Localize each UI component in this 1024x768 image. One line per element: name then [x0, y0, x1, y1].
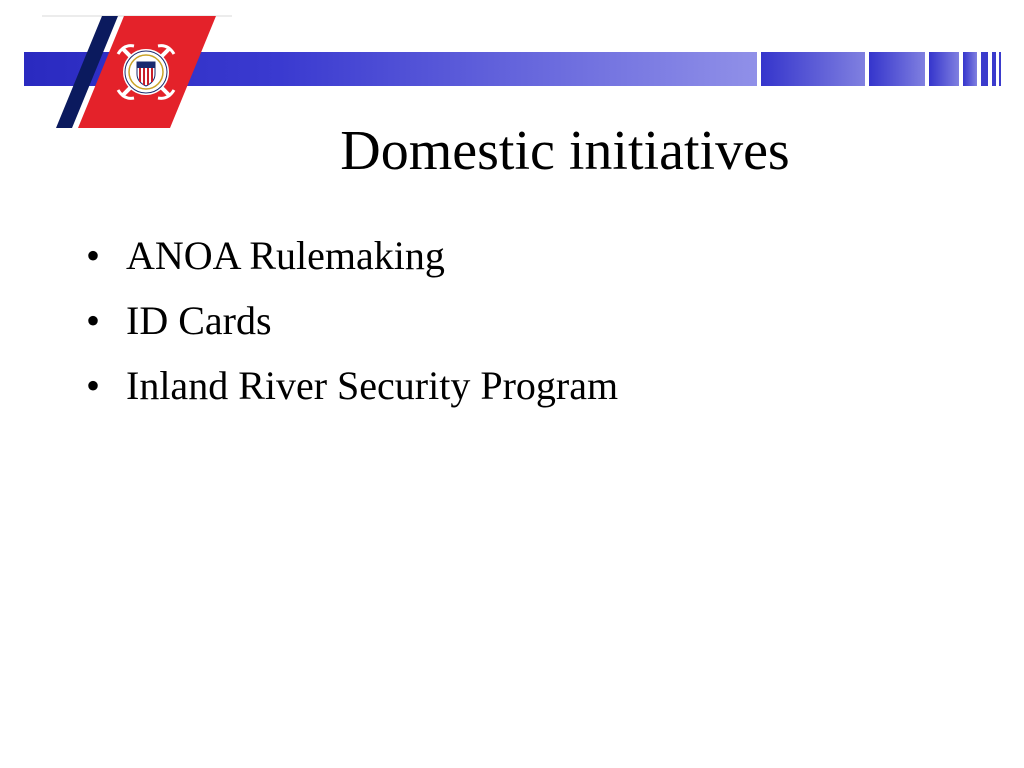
header-block-5 — [981, 52, 988, 86]
bullet-item-anoa-rulemaking — [86, 232, 618, 280]
header-block-7 — [999, 52, 1001, 86]
bullet-marker: • — [86, 363, 101, 408]
slide-title: Domestic initiatives — [340, 120, 790, 182]
bullet-text: Inland River Security Program — [126, 363, 619, 408]
header-block-3 — [929, 52, 959, 86]
coast-guard-emblem-icon — [118, 46, 174, 99]
header-block-2 — [869, 52, 925, 86]
bullet-text: ID Cards — [126, 298, 272, 343]
bullet-marker: • — [86, 233, 101, 278]
header-block-4 — [963, 52, 977, 86]
header-block-6 — [992, 52, 996, 86]
bullet-item-inland-river-security-program — [86, 362, 618, 410]
header-block-1 — [761, 52, 865, 86]
bullet-item-id-cards — [86, 297, 618, 345]
bullet-text: ANOA Rulemaking — [126, 233, 445, 278]
bullet-marker: • — [86, 298, 101, 343]
bullet-list — [86, 232, 618, 427]
